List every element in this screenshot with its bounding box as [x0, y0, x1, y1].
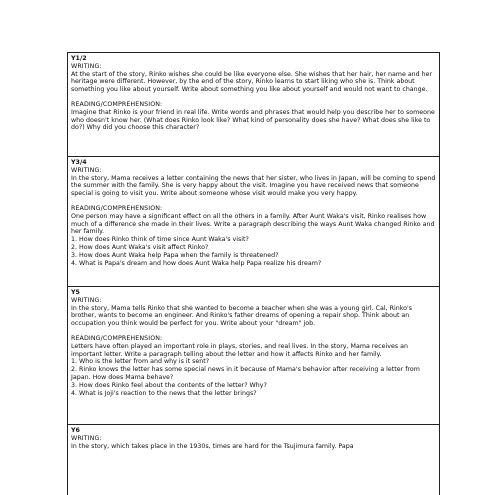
- writing-heading: WRITING:: [71, 434, 102, 442]
- question-item: 4. What is Papa's dream and how does Aunt Waka help Papa realize his dream?: [71, 259, 322, 267]
- worksheet-table: [67, 52, 440, 495]
- section-y3-4: [68, 157, 439, 287]
- reading-text: Letters have often played an important role in plays, stories, and real lives. In the story, Mama receives an important letter. Write a paragraph telling about the letter and how it affects Rinko and her family.: [71, 342, 408, 358]
- section-title: Y3/4: [71, 159, 87, 166]
- section-title: Y5: [71, 289, 80, 296]
- writing-heading: WRITING:: [71, 166, 102, 174]
- question-item: 3. How does Rinko feel about the contents of the letter? Why?: [71, 381, 267, 389]
- reading-text: One person may have a significant effect on all the others in a family. After Aunt Waka's visit, Rinko realises how much of a difference she made in their lives. Write a paragraph describing the ways Aunt Waka changed Rinko and her family.: [71, 212, 435, 236]
- writing-text: In the story, Mama tells Rinko that she wanted to become a teacher when she was a young girl. Cal, Rinko's brother, wants to become an engineer. And Rinko's father dreams of opening a repair shop. Think about an occupation you think would be perfect for you. Write about your "dream" job.: [71, 304, 413, 328]
- reading-heading: READING/COMPREHENSION:: [71, 204, 163, 212]
- section-y6: [68, 425, 439, 495]
- reading-heading: READING/COMPREHENSION:: [71, 100, 163, 108]
- writing-heading: WRITING:: [71, 296, 102, 304]
- question-item: 4. What is Joji's reaction to the news that the letter brings?: [71, 389, 257, 397]
- section-title: Y6: [71, 427, 80, 434]
- reading-text: Imagine that Rinko is your friend in real life. Write words and phrases that would help you describe her to someone who doesn't know her. (What does Rinko look like? What kind of personality does she have? What does she like to do?) Why did you choose this character?: [71, 108, 435, 132]
- writing-text: In the story, which takes place in the 1930s, times are hard for the Tsujimura family. Papa: [71, 442, 354, 450]
- question-item: 1. How does Rinko think of time since Aunt Waka's visit?: [71, 236, 249, 244]
- reading-heading: READING/COMPREHENSION:: [71, 334, 163, 342]
- question-item: 1. Who is the letter from and why is it sent?: [71, 358, 210, 366]
- section-y1-2: [68, 53, 439, 157]
- section-y5: [68, 287, 439, 425]
- writing-heading: WRITING:: [71, 62, 102, 70]
- question-item: 3. How does Aunt Waka help Papa when the family is threatened?: [71, 251, 279, 259]
- question-item: 2. How does Aunt Waka's visit affect Rinko?: [71, 243, 209, 251]
- section-title: Y1/2: [71, 55, 87, 62]
- writing-text: In the story, Mama receives a letter containing the news that her sister, who lives in Japan, will be coming to spend the summer with the family. She is very happy about the visit. Imagine you have received news that someone special is going to visit you. Write about someone whose visit would make you very happy.: [71, 174, 436, 198]
- question-item: 2. Rinko knows the letter has some special news in it because of Mama's behavior after receiving a letter from Japan. How does Mama behave?: [71, 366, 420, 381]
- writing-text: At the start of the story, Rinko wishes she could be like everyone else. She wishes that her hair, her name and her heritage were different. However, by the end of the story, Rinko learns to start liking who she is. Think about something you like about yourself. Write about something you like about yourself and would not want to change.: [71, 70, 433, 94]
